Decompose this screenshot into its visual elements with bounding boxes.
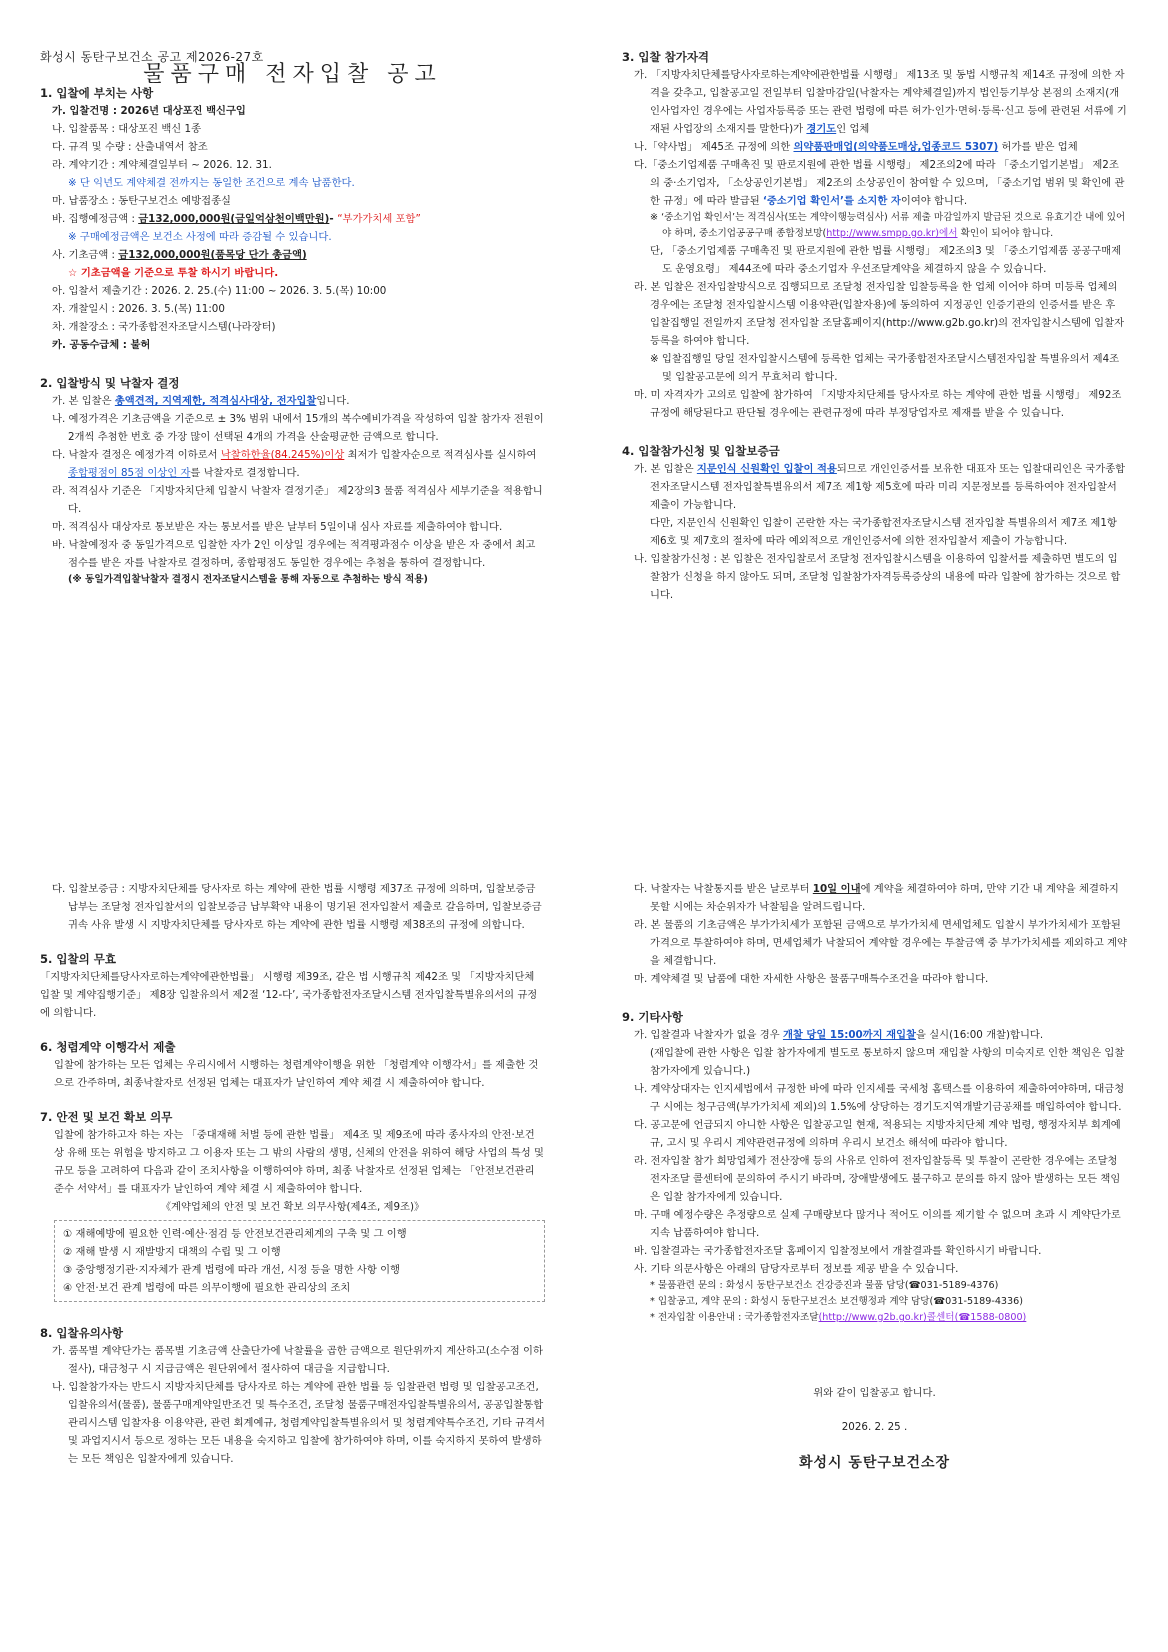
s1-item-ma: 마. 납품장소 : 동탄구보건소 예방접종실 bbox=[52, 195, 231, 207]
s1-item-da: 다. 규격 및 수량 : 산출내역서 참조 bbox=[52, 141, 208, 153]
notice-number: 화성시 동탄구보건소 공고 제2026-27호 bbox=[40, 50, 264, 64]
s7-duty-box bbox=[54, 1220, 545, 1302]
s2-item-na: 나. 예정가격은 기초금액을 기준으로 ± 3% 범위 내에서 15개의 복수예비가격을 작성하여 입찰 참가자 전원이 2개씩 추첨한 번호 중 가장 많이 선택된 4개의 가격을 산술평균한 금액으로 합니다. bbox=[52, 413, 544, 443]
page-title: 물품구매 전자입찰 공고 bbox=[143, 62, 442, 87]
s1-item-sa: 사. 기초금액 : 금132,000,000원(품목당 단가 총금액) bbox=[52, 249, 307, 261]
s9-item-da: 다. 공고문에 언급되지 아니한 사항은 입찰공고일 현재, 적용되는 지방자치단체 계약 법령, 행정자치부 회계예규, 고시 및 우리시 계약관련규정에 의하며 우리시 보건소 해석에 따라야 합니다. bbox=[634, 1119, 1121, 1149]
section-3-heading: 3. 입찰 참가자격 bbox=[622, 50, 710, 64]
s3-item-ra: 라. 본 입찰은 전자입찰방식으로 집행되므로 조달청 전자입찰 입찰등록을 한 업체 이어야 하며 미등록 업체의 경우에는 조달청 전자입찰시스템 이용약관(입찰자용)에 동의하여 지정공인 인증기관의 인증서를 받은 후 입찰집행일 전일까지 조달청 전자입찰 조달홈페이지(http://www.g2b.go.kr)의 전자입찰시스템에 입찰자 등록을 하여야 합니다. bbox=[634, 281, 1125, 347]
s1-item-ba-note: ※ 구매예정금액은 보건소 사정에 따라 증감될 수 있습니다. bbox=[68, 231, 332, 243]
s3-item-ga: 가. 「지방자치단체를당사자로하는계약에관한법률 시행령」 제13조 및 동법 시행규칙 제14조 규정에 의한 자격을 갖추고, 입찰공고일 전일부터 입찰마감일(낙찰자는 계약체결일)까지 법인등기부상 본점의 소재지(개인사업자인 경우에는 사업자등록증 또는 관련 법령에 따른 허가·인가·면허·등록·신고 등에 관련된 서류에 기재된 사업장의 소재지를 말한다)가 경기도인 업체 bbox=[634, 69, 1127, 135]
s9-contact-2: * 입찰공고, 계약 문의 : 화성시 동탄구보건소 보건행정과 계약 담당(☎031-5189-4336) bbox=[650, 1296, 1023, 1307]
s1-item-ga: 가. 입찰건명 : 2026년 대상포진 백신구입 bbox=[52, 105, 246, 117]
section-8-heading: 8. 입찰유의사항 bbox=[40, 1326, 124, 1340]
s1-item-na: 나. 입찰품목 : 대상포진 백신 1종 bbox=[52, 123, 202, 135]
s2-item-ga: 가. 본 입찰은 총액견적, 지역제한, 적격심사대상, 전자입찰입니다. bbox=[52, 395, 350, 407]
section-9-heading: 9. 기타사항 bbox=[622, 1010, 683, 1024]
s4-item-da: 다. 입찰보증금 : 지방자치단체를 당사자로 하는 계약에 관한 법률 시행령 제37조 규정에 의하며, 입찰보증금 납부는 조달청 전자입찰서의 입찰보증금 납부확약 내용이 명기된 전자입찰서 제출로 갈음하며, 입찰보증금 귀속 사유 발생 시 지방자치단체를 당사자로 하는 계약에 관한 법률 시행령 제38조의 규정에 의합니다. bbox=[52, 883, 542, 931]
s2-note: (※ 동일가격입찰낙찰자 결정시 전자조달시스템을 통해 자동으로 추첨하는 방식 적용) bbox=[68, 574, 428, 585]
s7-box-item: ③ 중앙행정기관·지자체가 관계 법령에 따라 개선, 시정 등을 명한 사항 이행 bbox=[63, 1264, 400, 1276]
s1-item-ka: 카. 공동수급체 : 불허 bbox=[52, 339, 151, 351]
s3-note-2: 단, 「중소기업제품 구매촉진 및 판로지원에 관한 법률 시행령」 제2조의3 및 「중소기업제품 공공구매제도 운영요령」 제44조에 따라 중소기업자 우선조달계약을 체결하지 않을 수 있습니다. bbox=[650, 245, 1122, 275]
bottom-right-column bbox=[622, 880, 1127, 1472]
s8-item-ga: 가. 품목별 계약단가는 품목별 기초금액 산출단가에 낙찰률을 곱한 금액으로 원단위까지 계산하고(소수점 이하 절사), 대금청구 시 지급금액은 원단위에서 절사하여 대금을 지급합니다. bbox=[52, 1345, 543, 1375]
s9-item-ba: 바. 입찰결과는 국가종합전자조달 홈페이지 입찰정보에서 개찰결과를 확인하시기 바랍니다. bbox=[634, 1245, 1042, 1257]
s1-item-cha: 차. 개찰장소 : 국가종합전자조달시스템(나라장터) bbox=[52, 321, 276, 333]
bottom-left-column bbox=[40, 880, 545, 1468]
s2-item-da: 다. 낙찰자 결정은 예정가격 이하로서 낙찰하한율(84.245%)이상 최저가 입찰자순으로 적격심사를 실시하여 종합평점이 85점 이상인 자를 낙찰자로 결정합니다. bbox=[52, 449, 537, 479]
s1-item-a: 아. 입찰서 제출기간 : 2026. 2. 25.(수) 11:00 ~ 2026. 3. 5.(목) 10:00 bbox=[52, 285, 387, 297]
s7-box-item: ① 재해예방에 필요한 인력·예산·점검 등 안전보건관리체계의 구축 및 그 이행 bbox=[63, 1228, 407, 1240]
s2-item-ra: 라. 적격심사 기준은 「지방자치단체 입찰시 낙찰자 결정기준」 제2장의3 물품 적격심사 세부기준을 적용합니다. bbox=[52, 485, 543, 515]
top-left-column bbox=[40, 48, 545, 588]
closing-line: 위와 같이 입찰공고 합니다. bbox=[813, 1387, 936, 1399]
s7-box-item: ② 재해 발생 시 재발방지 대책의 수립 및 그 이행 bbox=[63, 1246, 281, 1258]
s9-contact-1: * 물품관련 문의 : 화성시 동탄구보건소 건강증진과 물품 담당(☎031-5189-4376) bbox=[650, 1280, 999, 1291]
s7-body: 입찰에 참가하고자 하는 자는 「중대재해 처벌 등에 관한 법률」 제4조 및 제9조에 따라 종사자의 안전·보건 상 유해 또는 위험을 방지하고 그 이용자 또는 그 밖의 사람의 생명, 신체의 안전을 위하여 해당 사업의 특성 및 규모 등을 고려하여 다음과 같이 조치사항을 이행하여야 하며, 최종 낙찰자로 선정된 업체는 「안전보건관리 준수 서약서」를 대표자가 날인하여 계약 체결 시 제출하여야 합니다. bbox=[54, 1129, 544, 1195]
s9-item-ga-note: (재입찰에 관한 사항은 입찰 참가자에게 별도로 통보하지 않으며 재입찰 사항의 미숙지로 인한 책임은 입찰 참가자에게 있습니다.) bbox=[650, 1047, 1125, 1077]
s8-item-ra: 라. 본 물품의 기초금액은 부가가치세가 포함된 금액으로 부가가치세 면세업체도 입찰시 부가가치세가 포함된 가격으로 투찰하여야 하며, 면세업체가 낙찰되어 계약할 경우에는 투찰금액 중 부가가치세를 제외하고 계약을 체결합니다. bbox=[634, 919, 1127, 967]
s4-item-ga-2: 다만, 지문인식 신원확인 입찰이 곤란한 자는 국가종합전자조달시스템 전자입찰 특별유의서 제7조 제1항 제6호 및 제7호의 절차에 따라 예외적으로 개인인증서에 의한 전자입찰서 제출이 가능합니다. bbox=[650, 517, 1117, 547]
s6-body: 입찰에 참가하는 모든 업체는 우리시에서 시행하는 청렴계약이행을 위한 「청렴계약 이행각서」를 제출한 것으로 간주하며, 최종낙찰자로 선정된 업체는 대표자가 날인하여 계약 체결 시 제출하여야 합니다. bbox=[54, 1059, 539, 1089]
s3-item-ra-note: ※ 입찰집행일 당일 전자입찰시스템에 등록한 업체는 국가종합전자조달시스템전자입찰 특별유의서 제4조 및 입찰공고문에 의거 무효처리 합니다. bbox=[650, 353, 1120, 383]
s8-item-ma: 마. 계약체결 및 납품에 대한 자세한 사항은 물품구매특수조건을 따라야 합니다. bbox=[634, 973, 989, 985]
s9-contact-3: * 전자입찰 이용안내 : 국가종합전자조달(http://www.g2b.go.kr)콜센터(☎1588-0800) bbox=[650, 1312, 1027, 1323]
s2-item-ma: 마. 적격심사 대상자로 통보받은 자는 통보서를 받은 날부터 5일이내 심사 자료를 제출하여야 합니다. bbox=[52, 521, 503, 533]
s3-item-da: 다.「중소기업제품 구매촉진 및 판로지원에 관한 법률 시행령」 제2조의2에 따라 「중소기업기본법」 제2조의 중·소기업자, 「소상공인기본법」 제2조의 소상공인이 참여할 수 있으며, 「중소기업 범위 및 확인에 관한 규정」에 따라 발급된 ‘중소기업 확인서’를 소지한 자이여야 합니다. bbox=[634, 159, 1125, 207]
s7-box-item: ④ 안전·보건 관계 법령에 따른 의무이행에 필요한 관리상의 조치 bbox=[63, 1282, 351, 1294]
s4-item-ga: 가. 본 입찰은 지문인식 신원확인 입찰이 적용되므로 개인인증서를 보유한 대표자 또는 입찰대리인은 국가종합전자조달시스템 전자입찰특별유의서 제7조 제1항 제5호에 따라 미리 지문정보를 등록하여야 전자입찰서 제출이 가능합니다. bbox=[634, 463, 1126, 511]
s9-item-ma: 마. 구매 예정수량은 추정량으로 실제 구매량보다 많거나 적어도 이의를 제기할 수 없으며 초과 시 계약단가로 지속 납품하여야 합니다. bbox=[634, 1209, 1121, 1239]
s3-item-ma: 마. 미 자격자가 고의로 입찰에 참가하여 「지방자치단체를 당사자로 하는 계약에 관한 법률 시행령」 제92조 규정에 해당된다고 판단될 경우에는 관련규정에 따라 부정당업자로 제재를 받을 수 있습니다. bbox=[634, 389, 1122, 419]
section-1-heading: 1. 입찰에 부치는 사항 bbox=[40, 86, 154, 100]
s1-item-ba: 바. 집행예정금액 : 금132,000,000원(금일억삼천이백만원)- “부가가치세 포함” bbox=[52, 213, 421, 225]
s9-item-na: 나. 계약상대자는 인지세법에서 규정한 바에 따라 인지세를 국세청 홈택스를 이용하여 제출하여야하며, 대금청구 시에는 청구금액(부가가치세 제외)의 1.5%에 상당하는 경기도지역개발기금공채를 매입하여야 합니다. bbox=[634, 1083, 1125, 1113]
s7-box-title: 《계약업체의 안전 및 보건 확보 의무사항(제4조, 제9조)》 bbox=[160, 1201, 425, 1213]
section-2-heading: 2. 입찰방식 및 낙찰자 결정 bbox=[40, 376, 180, 390]
s1-item-ja: 자. 개찰일시 : 2026. 3. 5.(목) 11:00 bbox=[52, 303, 225, 315]
s9-item-ra: 라. 전자입찰 참가 희망업체가 전산장애 등의 사유로 인하여 전자입찰등록 및 투찰이 곤란한 경우에는 조달청 전자조달 콜센터에 문의하여 주시기 바라며, 장애발생에도 불구하고 문의를 하지 않아 발생하는 모든 책임은 입찰 참가자에게 있습니다. bbox=[634, 1155, 1121, 1203]
s3-item-na: 나.「약사법」 제45조 규정에 의한 의약품판매업(의약품도매상,업종코드 5307) 허가를 받은 업체 bbox=[634, 141, 1078, 153]
s1-item-ra: 라. 계약기간 : 계약체결일부터 ~ 2026. 12. 31. bbox=[52, 159, 272, 171]
section-6-heading: 6. 청렴계약 이행각서 제출 bbox=[40, 1040, 176, 1054]
section-4-heading: 4. 입찰참가신청 및 입찰보증금 bbox=[622, 444, 780, 458]
s5-body: 「지방자치단체를당사자로하는계약에관한법률」 시행령 제39조, 같은 법 시행규칙 제42조 및 「지방자치단체 입찰 및 계약집행기준」 제8장 입찰유의서 제2절 ‘12-다’, 국가종합전자조달시스템 전자입찰특별유의서의 규정에 의합니다. bbox=[40, 971, 538, 1019]
s8-item-na: 나. 입찰참가자는 반드시 지방자치단체를 당사자로 하는 계약에 관한 법률 등 입찰관련 법령 및 입찰공고조건, 입찰유의서(물품), 물품구매계약일반조건 및 특수조건, 조달청 물품구매전자입찰특별유의서, 공공입찰통합관리시스템 입찰자용 이용약관, 관련 회계예규, 청렴계약입찰특별유의서 및 청렴계약특수조건, 기타 규격서 및 과업지시서 등으로 정하는 모든 내용을 숙지하고 입찰에 참가하여야 하며, 이를 숙지하지 못하여 발생하는 모든 책임은 입찰자에게 있습니다. bbox=[52, 1381, 545, 1465]
s3-note-1: ※ ‘중소기업 확인서’는 적격심사(또는 계약이행능력심사) 서류 제출 마감일까지 발급된 것으로 유효기간 내에 있어야 하며, 중소기업공공구매 종합정보망(http://www.smpp.go.kr)에서 확인이 되어야 합니다. bbox=[650, 212, 1126, 239]
section-7-heading: 7. 안전 및 보건 확보 의무 bbox=[40, 1110, 173, 1124]
s8-item-da: 다. 낙찰자는 낙찰통지를 받은 날로부터 10일 이내에 계약을 체결하여야 하며, 만약 기간 내 계약을 체결하지 못할 시에는 차순위자가 낙찰됨을 알려드립니다. bbox=[634, 883, 1119, 913]
s4-item-na: 나. 입찰참가신청 : 본 입찰은 전자입찰로서 조달청 전자입찰시스템을 이용하여 입찰서를 제출하면 별도의 입찰참가 신청을 하지 않아도 되며, 조달청 입찰참가자격등록증상의 내용에 따라 입찰에 참가하는 것으로 합니다. bbox=[634, 553, 1121, 601]
s9-item-sa: 사. 기타 의문사항은 아래의 담당자로부터 정보를 제공 받을 수 있습니다. bbox=[634, 1263, 959, 1275]
closing-date: 2026. 2. 25 . bbox=[841, 1421, 908, 1433]
top-right-column bbox=[622, 48, 1127, 604]
s9-item-ga: 가. 입찰결과 낙찰자가 없을 경우 개찰 당일 15:00까지 재입찰을 실시(16:00 개찰)합니다. bbox=[634, 1029, 1044, 1041]
s2-item-ba: 바. 낙찰예정자 중 동일가격으로 입찰한 자가 2인 이상일 경우에는 적격평과점수 이상을 받은 자 중에서 최고점수를 받은 자를 낙찰자로 결정하며, 종합평점도 동일한 경우에는 추첨을 통하여 결정합니다. bbox=[52, 539, 536, 569]
s1-item-ra-note: ※ 단 익년도 계약체결 전까지는 동일한 조건으로 계속 납품한다. bbox=[68, 177, 355, 189]
s1-item-sa-note: ☆ 기초금액을 기준으로 투찰 하시기 바랍니다. bbox=[68, 267, 279, 279]
signer: 화성시 동탄구보건소장 bbox=[798, 1455, 951, 1471]
section-5-heading: 5. 입찰의 무효 bbox=[40, 952, 116, 966]
